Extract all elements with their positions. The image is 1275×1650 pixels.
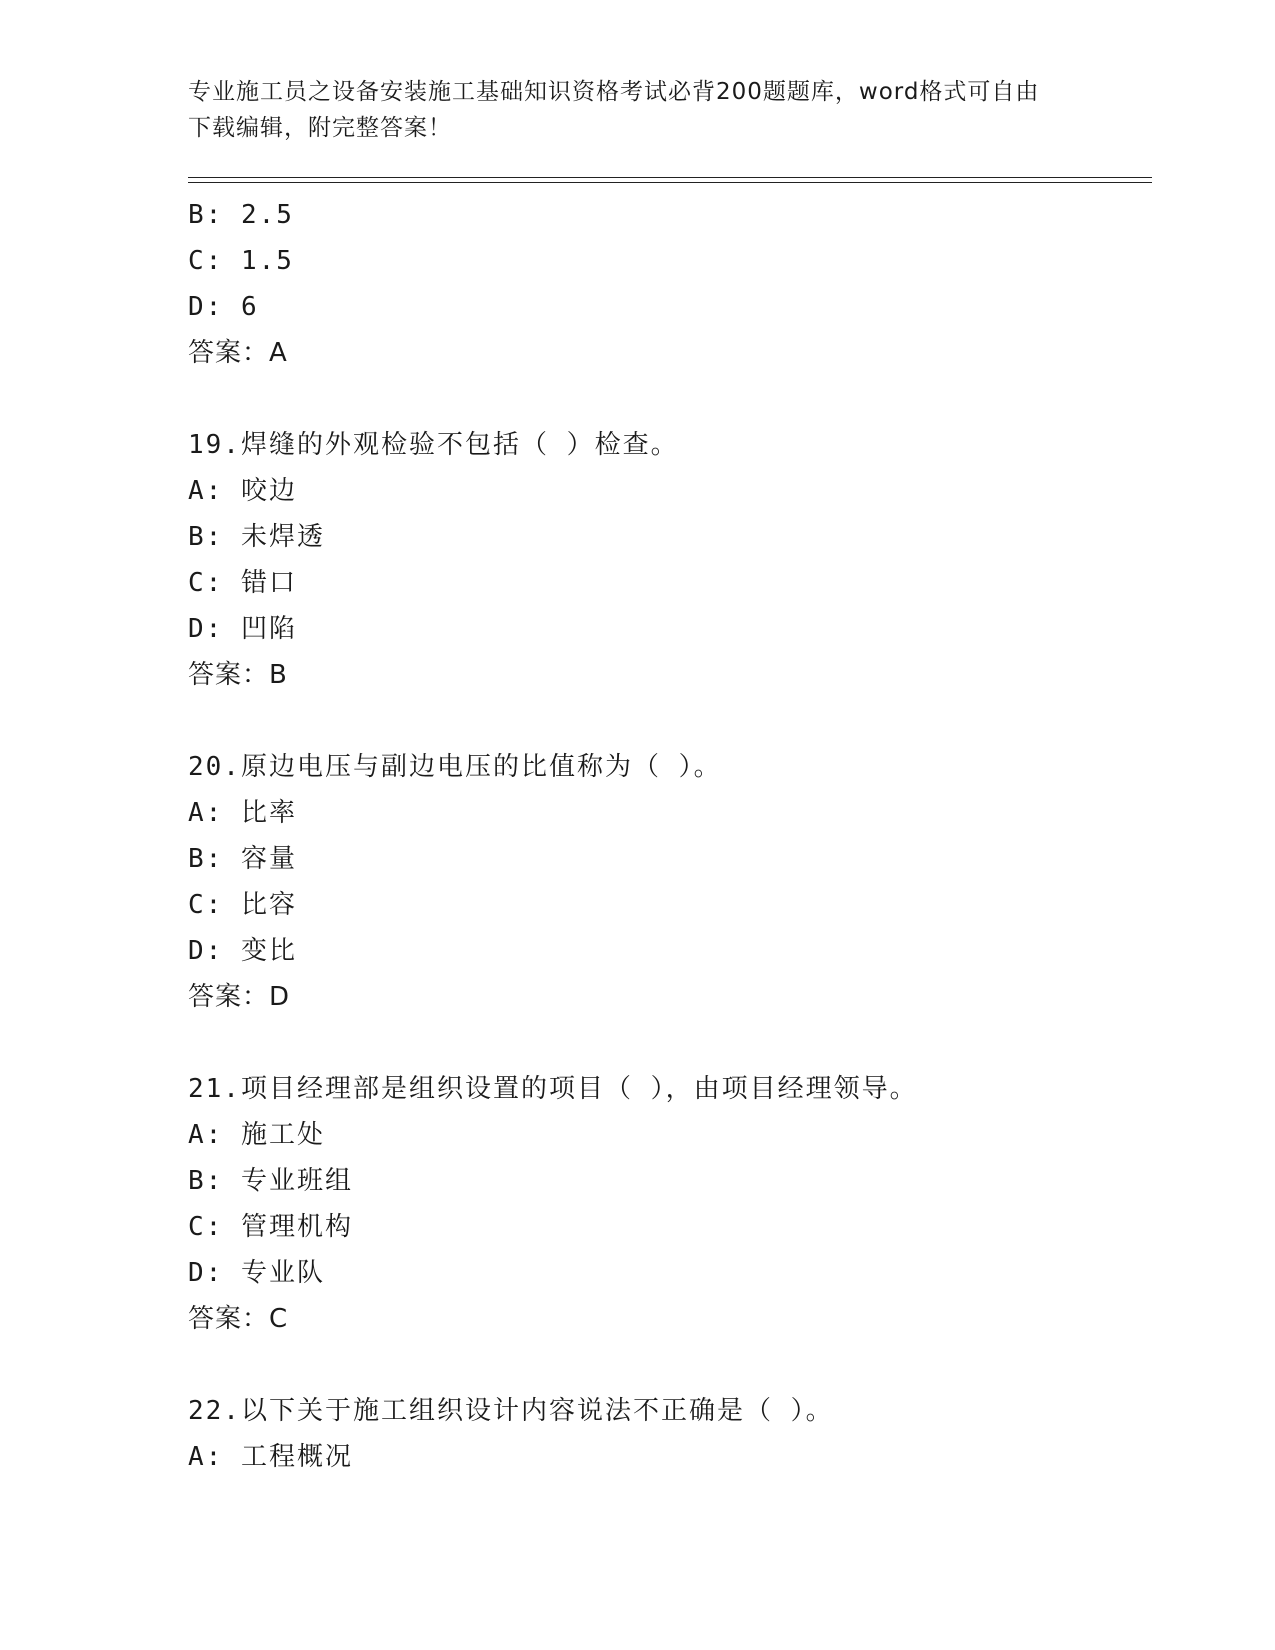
question-stem: 20.原边电压与副边电压的比值称为（ ）。 <box>188 752 722 782</box>
answer-line: 答案：B <box>188 660 288 690</box>
option-b: B: 2.5 <box>188 200 294 230</box>
option-a: A: 咬边 <box>188 476 297 506</box>
spacer <box>188 376 1152 422</box>
spacer <box>188 1020 1152 1066</box>
option-c: C: 管理机构 <box>188 1212 353 1242</box>
option-a: A: 施工处 <box>188 1120 325 1150</box>
option-a: A: 比率 <box>188 798 297 828</box>
question-stem: 19.焊缝的外观检验不包括（ ）检查。 <box>188 430 679 460</box>
header-divider-top <box>188 177 1152 178</box>
option-d: D: 6 <box>188 292 259 322</box>
option-d: D: 凹陷 <box>188 614 297 644</box>
option-d: D: 专业队 <box>188 1258 325 1288</box>
question-stem: 21.项目经理部是组织设置的项目（ ），由项目经理领导。 <box>188 1074 918 1104</box>
question-list <box>188 192 1152 1480</box>
question-block-22 <box>188 1388 1152 1480</box>
option-c: C: 1.5 <box>188 246 294 276</box>
question-stem: 22.以下关于施工组织设计内容说法不正确是（ ）。 <box>188 1396 834 1426</box>
option-b: B: 未焊透 <box>188 522 325 552</box>
answer-line: 答案：C <box>188 1304 289 1334</box>
option-d: D: 变比 <box>188 936 297 966</box>
spacer <box>188 698 1152 744</box>
question-block-21 <box>188 1066 1152 1342</box>
header-divider-bottom <box>188 182 1152 183</box>
option-c: C: 比容 <box>188 890 297 920</box>
header-line-1: 专业施工员之设备安装施工基础知识资格考试必背200题题库，word格式可自由 <box>188 79 1040 105</box>
question-block-19 <box>188 422 1152 698</box>
header-line-2: 下载编辑，附完整答案！ <box>188 115 452 141</box>
spacer <box>188 1342 1152 1388</box>
option-a: A: 工程概况 <box>188 1442 353 1472</box>
option-b: B: 容量 <box>188 844 297 874</box>
answer-line: 答案：A <box>188 338 288 368</box>
answer-line: 答案：D <box>188 982 291 1012</box>
option-b: B: 专业班组 <box>188 1166 353 1196</box>
document-header <box>188 74 1068 146</box>
option-c: C: 错口 <box>188 568 297 598</box>
question-block-18 <box>188 192 1152 376</box>
question-block-20 <box>188 744 1152 1020</box>
